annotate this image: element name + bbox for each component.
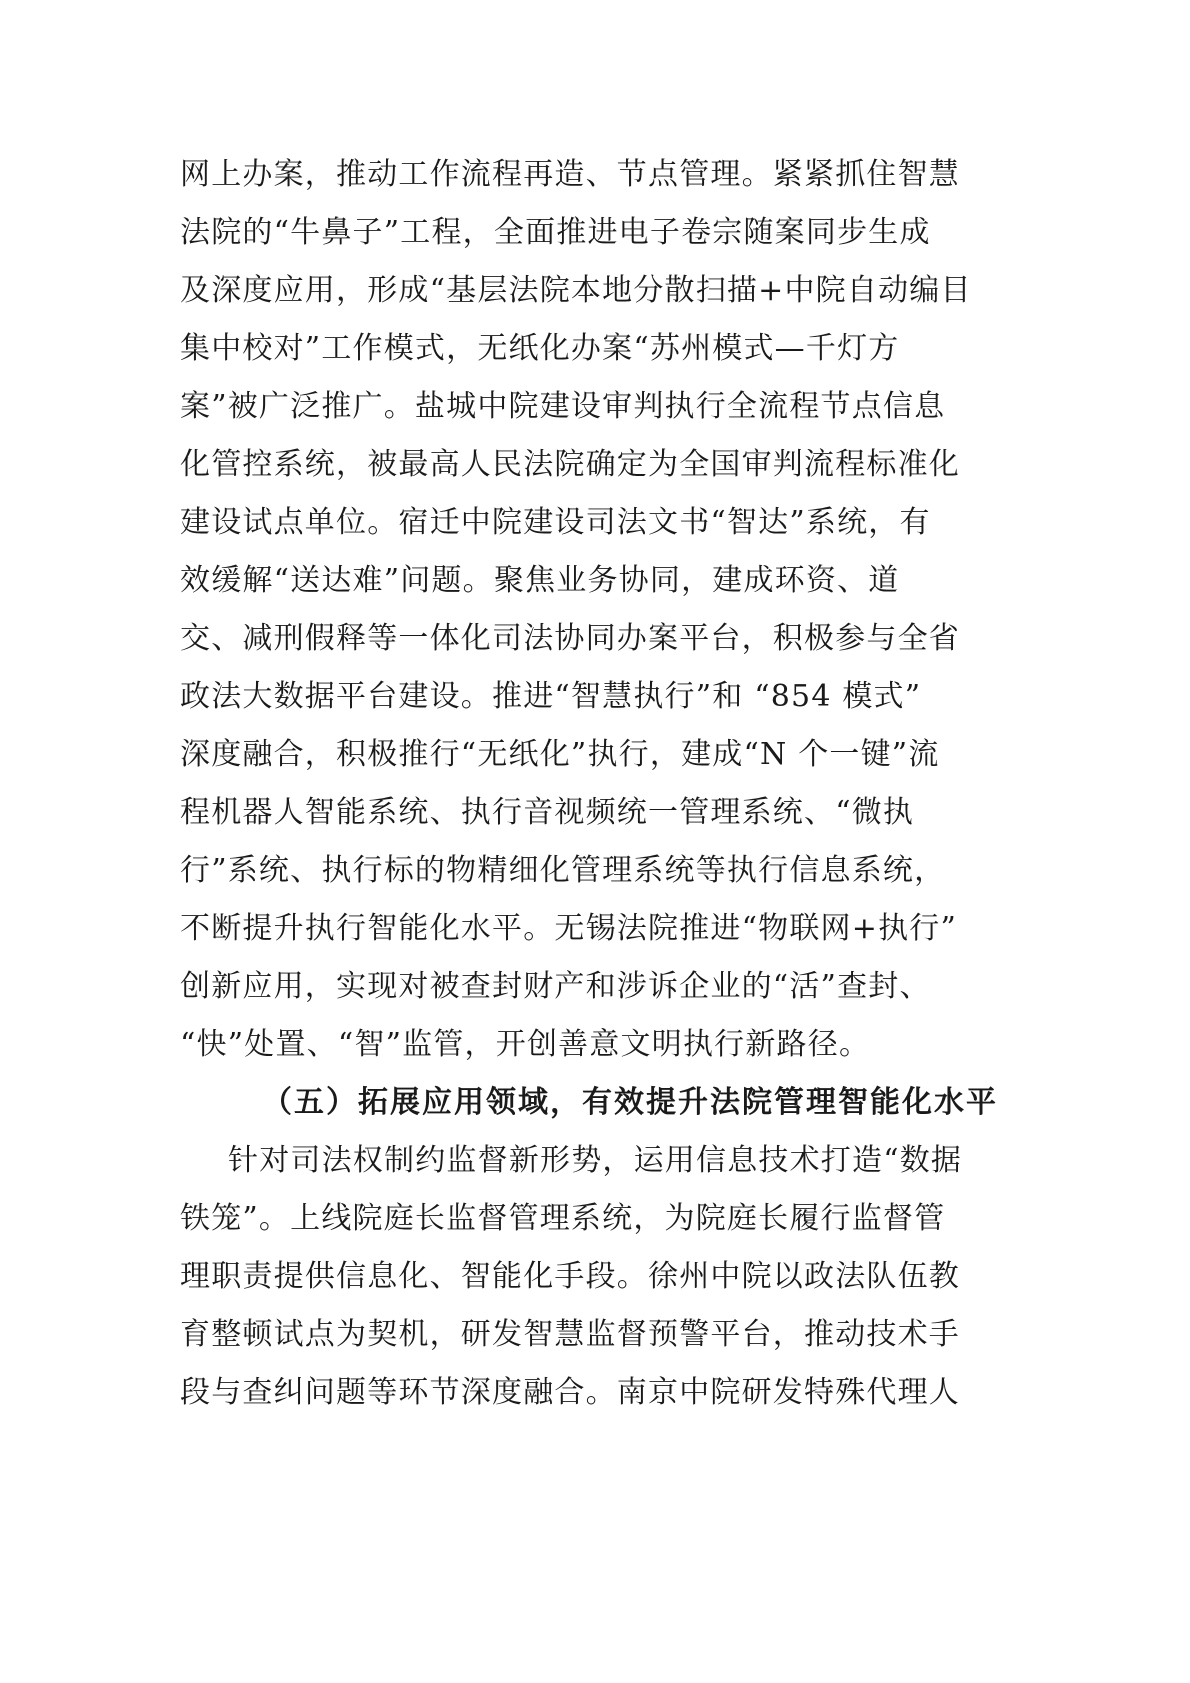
- body-text-line: 行”系统、执行标的物精细化管理系统等执行信息系统，: [180, 853, 946, 888]
- body-text-line: 集中校对”工作模式，无纸化办案“苏州模式—千灯方: [180, 331, 900, 366]
- body-text-line: 理职责提供信息化、智能化手段。徐州中院以政法队伍教: [180, 1259, 960, 1294]
- body-text-line: 交、减刑假释等一体化司法协同办案平台，积极参与全省: [180, 621, 960, 656]
- body-text-line: 效缓解“送达难”问题。聚焦业务协同，建成环资、道: [180, 563, 900, 598]
- body-text-line: 铁笼”。上线院庭长监督管理系统，为院庭长履行监督管: [180, 1201, 946, 1236]
- body-text-line: 育整顿试点为契机，研发智慧监督预警平台，推动技术手: [180, 1317, 960, 1352]
- body-text-line: “快”处置、“智”监管，开创善意文明执行新路径。: [180, 1027, 871, 1062]
- body-text-line: 深度融合，积极推行“无纸化”执行，建成“N 个一键”流: [180, 737, 940, 772]
- body-text-line: 化管控系统，被最高人民法院确定为全国审判流程标准化: [180, 447, 960, 482]
- body-text-line: 网上办案，推动工作流程再造、节点管理。紧紧抓住智慧: [180, 157, 960, 192]
- body-text-line: 针对司法权制约监督新形势，运用信息技术打造“数据: [228, 1143, 963, 1178]
- body-text-line: 政法大数据平台建设。推进“智慧执行”和 “854 模式”: [180, 679, 922, 714]
- body-text-line: 建设试点单位。宿迁中院建设司法文书“智达”系统，有: [180, 505, 931, 540]
- body-text-line: 案”被广泛推广。盐城中院建设审判执行全流程节点信息: [180, 389, 946, 424]
- body-text-line: 及深度应用，形成“基层法院本地分散扫描+中院自动编目: [180, 273, 972, 308]
- body-text-line: 段与查纠问题等环节深度融合。南京中院研发特殊代理人: [180, 1375, 960, 1410]
- section-heading: （五）拓展应用领域，有效提升法院管理智能化水平: [262, 1085, 998, 1120]
- body-text-line: 程机器人智能系统、执行音视频统一管理系统、“微执: [180, 795, 915, 830]
- body-text-line: 不断提升执行智能化水平。无锡法院推进“物联网+执行”: [180, 911, 958, 946]
- body-text-line: 创新应用，实现对被查封财产和涉诉企业的“活”查封、: [180, 969, 931, 1004]
- body-text-line: 法院的“牛鼻子”工程，全面推进电子卷宗随案同步生成: [180, 215, 931, 250]
